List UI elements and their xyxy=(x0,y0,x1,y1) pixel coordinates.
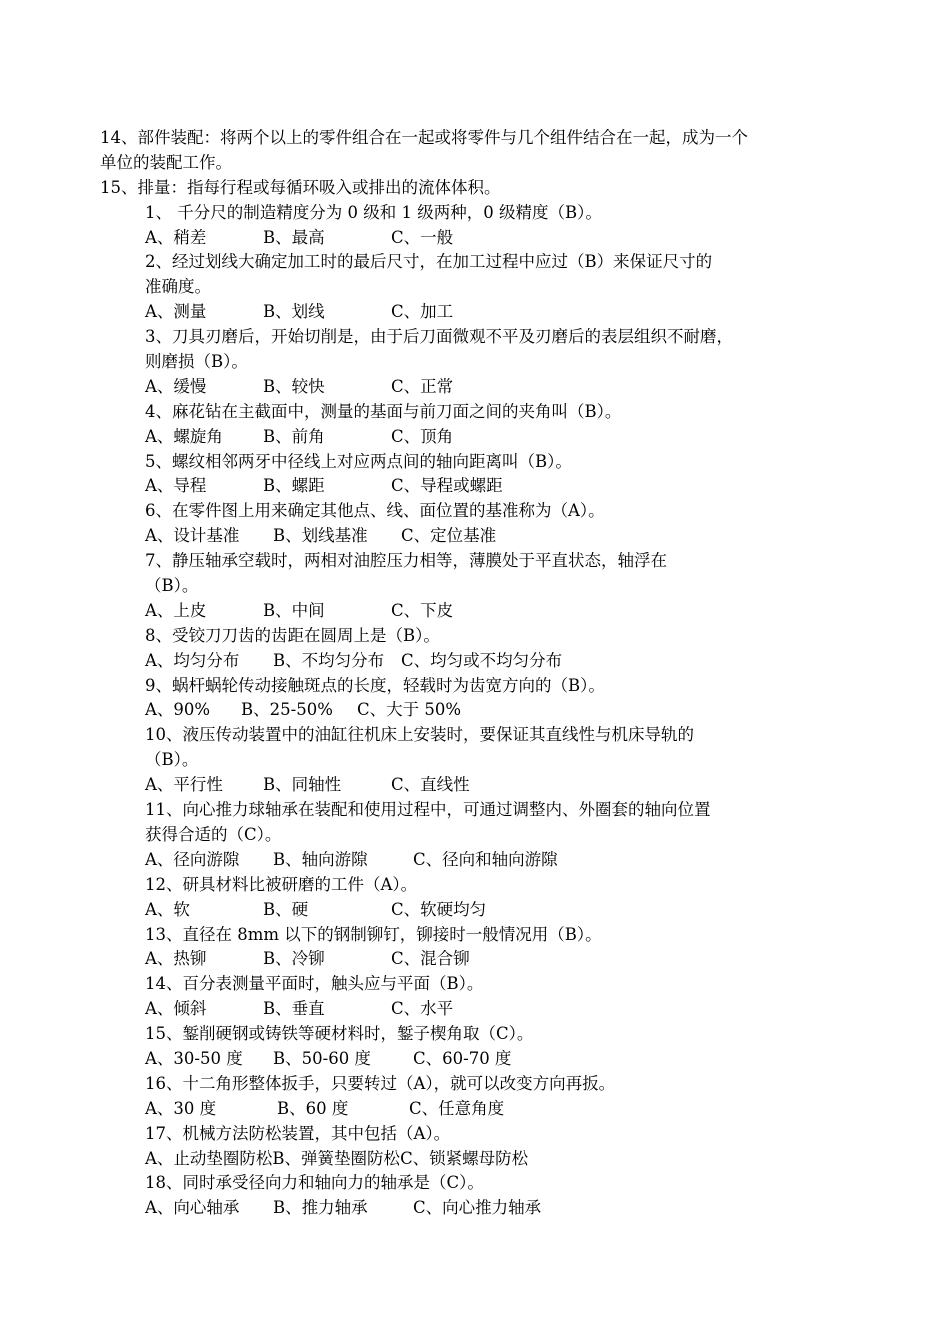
option-a: A、向心轴承 xyxy=(145,1198,240,1218)
option-a: A、稍差 xyxy=(145,227,207,247)
definition-line: 15、排量：指每行程或每循环吸入或排出的流体体积。 xyxy=(100,177,501,197)
question-text: 8、受铰刀刀齿的齿距在圆周上是（B）。 xyxy=(145,625,440,645)
option-c: C、径向和轴向游隙 xyxy=(413,849,558,869)
option-c: C、任意角度 xyxy=(409,1098,505,1118)
question-text-continued: 获得合适的（C）。 xyxy=(145,824,282,844)
option-b: B、弹簧垫圈防松 xyxy=(272,1148,401,1168)
option-a: A、倾斜 xyxy=(145,999,207,1019)
option-b: B、推力轴承 xyxy=(273,1198,368,1218)
question-text: 10、液压传动装置中的油缸往机床上安装时，要保证其直线性与机床导轨的 xyxy=(145,725,694,745)
question-text: 6、在零件图上用来确定其他点、线、面位置的基准称为（A）。 xyxy=(145,501,605,521)
options-row xyxy=(100,698,860,723)
question-text: 9、蜗杆蜗轮传动接触斑点的长度，轻载时为齿宽方向的（B）。 xyxy=(145,675,605,695)
options-row xyxy=(100,226,860,251)
option-b: B、25-50% xyxy=(241,700,333,720)
option-b: B、螺距 xyxy=(263,476,325,496)
option-c: C、顶角 xyxy=(391,426,454,446)
option-c: C、均匀或不均匀分布 xyxy=(401,650,563,670)
question-text: 1、 千分尺的制造精度分为 0 级和 1 级两种，0 级精度（B）。 xyxy=(145,202,602,222)
question-text: 17、机械方法防松装置，其中包括（A）。 xyxy=(145,1123,451,1143)
options-row xyxy=(100,1097,860,1122)
option-a: A、测量 xyxy=(145,302,207,322)
question-text: 14、百分表测量平面时，触头应与平面（B）。 xyxy=(145,974,484,994)
options-row xyxy=(100,599,860,624)
option-c: C、一般 xyxy=(391,227,454,247)
option-c: C、正常 xyxy=(391,376,454,396)
options-row xyxy=(100,524,860,549)
option-a: A、热铆 xyxy=(145,949,207,969)
option-b: B、50-60 度 xyxy=(273,1048,371,1068)
option-c: C、锁紧螺母防松 xyxy=(400,1148,529,1168)
definition-line: 14、部件装配：将两个以上的零件组合在一起或将零件与几个组件结合在一起，成为一个 xyxy=(100,128,748,147)
question-text-continued: 准确度。 xyxy=(145,277,211,297)
option-b: B、垂直 xyxy=(263,999,325,1019)
option-b: B、较快 xyxy=(263,376,325,396)
option-b: B、划线基准 xyxy=(273,526,368,546)
option-a: A、止动垫圈防松 xyxy=(145,1148,273,1168)
option-a: A、软 xyxy=(145,899,190,919)
question-text: 16、十二角形整体扳手，只要转过（A），就可以改变方向再扳。 xyxy=(145,1073,616,1093)
options-row xyxy=(100,848,860,873)
option-c: C、直线性 xyxy=(391,775,470,795)
option-a: A、缓慢 xyxy=(145,376,207,396)
options-row xyxy=(100,649,860,674)
question-text: 5、螺纹相邻两牙中径线上对应两点间的轴向距离叫（B）。 xyxy=(145,451,572,471)
options-row xyxy=(100,997,860,1022)
option-a: A、径向游隙 xyxy=(145,849,240,869)
option-b: B、划线 xyxy=(263,302,325,322)
document-body xyxy=(100,126,860,1221)
options-row xyxy=(100,773,860,798)
option-a: A、均匀分布 xyxy=(145,650,240,670)
option-c: C、水平 xyxy=(391,999,454,1019)
options-row xyxy=(100,474,860,499)
option-b: B、前角 xyxy=(263,426,325,446)
question-text: 13、直径在 8mm 以下的钢制铆钉，铆接时一般情况用（B）。 xyxy=(145,924,602,944)
option-c: C、向心推力轴承 xyxy=(413,1198,542,1218)
option-c: C、大于 50% xyxy=(357,700,462,720)
question-text: 3、刀具刃磨后，开始切削是，由于后刀面微观不平及刃磨后的表层组织不耐磨， xyxy=(145,327,733,347)
option-c: C、导程或螺距 xyxy=(391,476,503,496)
question-text: 12、研具材料比被研磨的工件（A）。 xyxy=(145,874,418,894)
option-a: A、90% xyxy=(145,700,211,720)
question-text-continued: （B）。 xyxy=(145,750,199,770)
options-row xyxy=(100,1196,860,1221)
question-text: 4、麻花钻在主截面中，测量的基面与前刀面之间的夹角叫（B）。 xyxy=(145,401,622,421)
question-text: 15、錾削硬钢或铸铁等硬材料时，錾子楔角取（C）。 xyxy=(145,1024,534,1044)
options-row xyxy=(100,947,860,972)
options-row xyxy=(100,300,860,325)
option-a: A、30 度 xyxy=(145,1098,217,1118)
option-b: B、轴向游隙 xyxy=(273,849,368,869)
option-a: A、设计基准 xyxy=(145,526,240,546)
option-a: A、30-50 度 xyxy=(145,1048,243,1068)
option-c: C、下皮 xyxy=(391,600,454,620)
option-b: B、硬 xyxy=(263,899,309,919)
options-row xyxy=(100,425,860,450)
definition-line: 单位的装配工作。 xyxy=(100,152,232,172)
option-a: A、平行性 xyxy=(145,775,223,795)
options-row xyxy=(100,375,860,400)
question-text: 2、经过划线大确定加工时的最后尺寸，在加工过程中应过（B）来保证尺寸的 xyxy=(145,252,713,272)
option-c: C、加工 xyxy=(391,302,454,322)
option-c: C、定位基准 xyxy=(401,526,497,546)
option-c: C、软硬均匀 xyxy=(391,899,487,919)
options-row xyxy=(100,1047,860,1072)
question-text: 7、静压轴承空载时，两相对油腔压力相等，薄膜处于平直状态，轴浮在 xyxy=(145,551,667,571)
question-text: 11、向心推力球轴承在装配和使用过程中，可通过调整内、外圈套的轴向位置 xyxy=(145,800,711,820)
option-c: C、混合铆 xyxy=(391,949,470,969)
options-row xyxy=(100,1147,860,1172)
option-a: A、上皮 xyxy=(145,600,207,620)
option-b: B、最高 xyxy=(263,227,325,247)
question-text-continued: （B）。 xyxy=(145,576,199,596)
option-c: C、60-70 度 xyxy=(413,1048,512,1068)
option-b: B、不均匀分布 xyxy=(273,650,385,670)
option-b: B、同轴性 xyxy=(263,775,342,795)
question-text-continued: 则磨损（B）。 xyxy=(145,352,248,372)
question-text: 18、同时承受径向力和轴向力的轴承是（C）。 xyxy=(145,1173,484,1193)
option-b: B、60 度 xyxy=(277,1098,349,1118)
option-a: A、螺旋角 xyxy=(145,426,223,446)
option-b: B、冷铆 xyxy=(263,949,325,969)
option-a: A、导程 xyxy=(145,476,207,496)
option-b: B、中间 xyxy=(263,600,325,620)
options-row xyxy=(100,898,860,923)
